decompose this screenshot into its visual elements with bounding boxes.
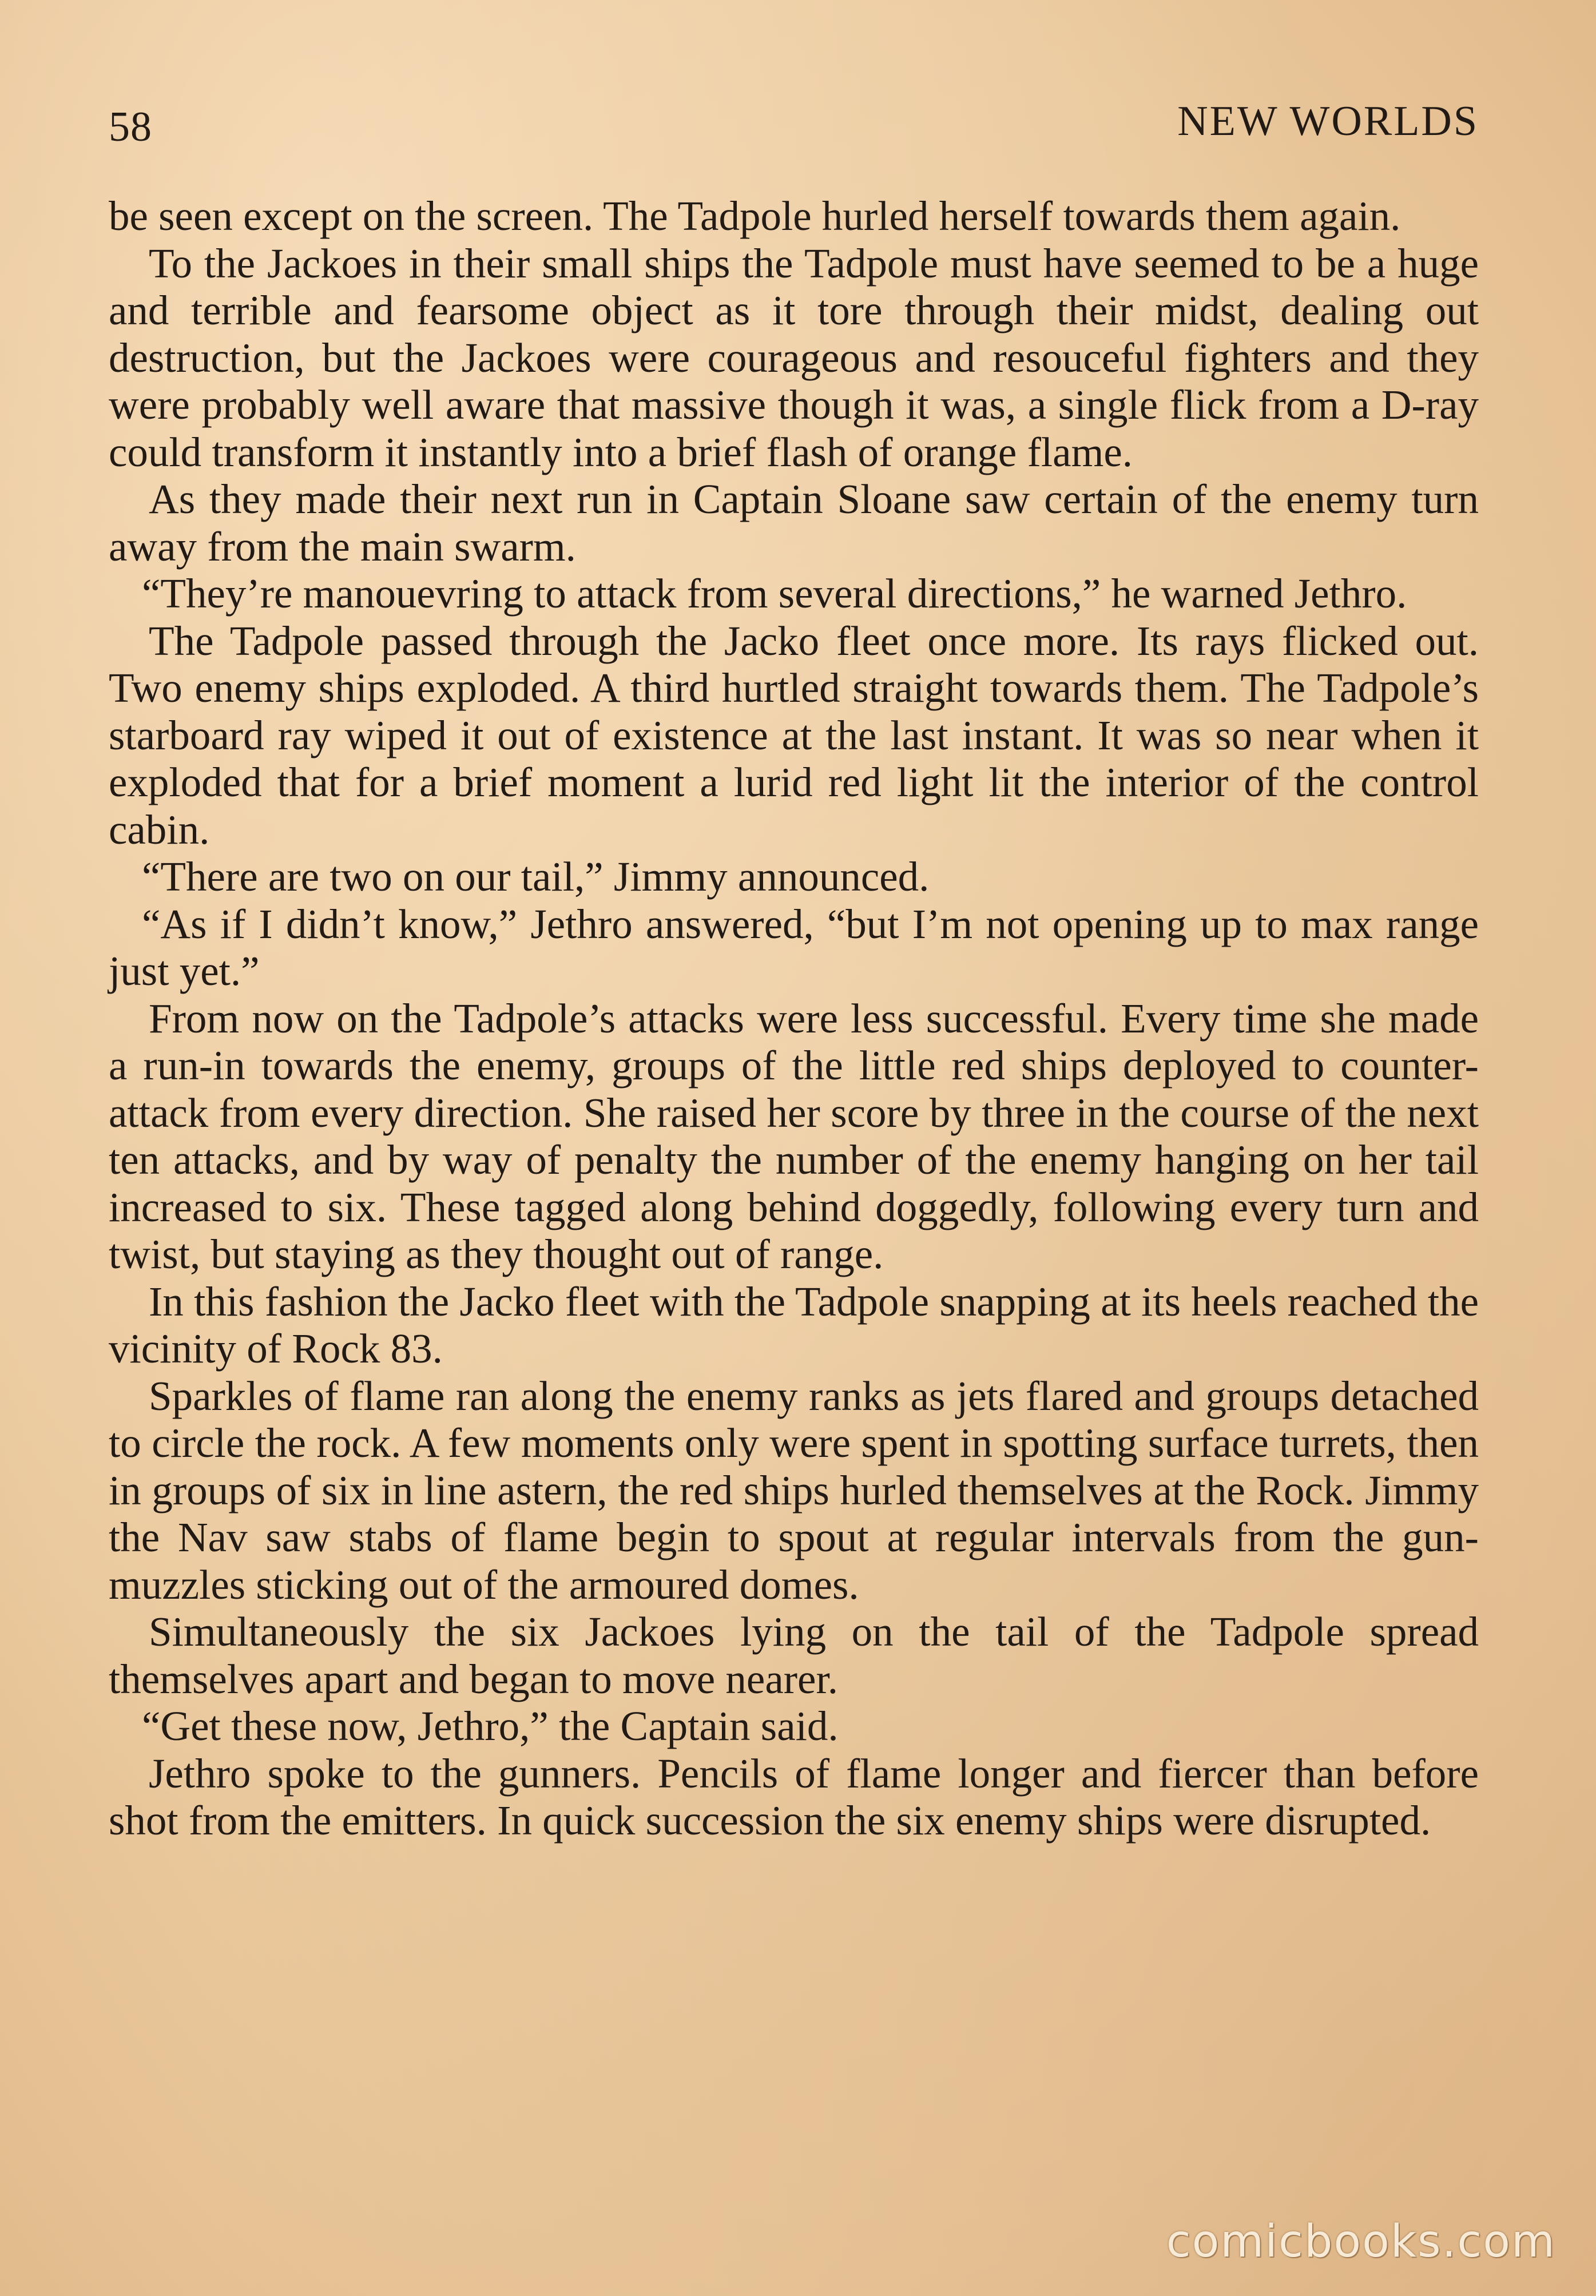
paragraph-2: To the Jackoes in their small ships the Tadpole must have seemed to be a huge and terrible and fearsome object as it tore through their midst, dealing out destruction, but the Jackoes were courageous and resouceful fighters and they were probably well aware that massive though it was, a single flick from a D-ray could transform it instantly into a brief flash of orange flame.	[109, 240, 1479, 475]
paragraph-11: Simultaneously the six Jackoes lying on the tail of the Tadpole spread themselves apart and began to move nearer.	[109, 1608, 1479, 1702]
running-head: NEW WORLDS	[1177, 98, 1479, 145]
page-header	[109, 86, 1479, 154]
body-text	[109, 193, 1479, 1845]
paragraph-6: “There are two on our tail,” Jimmy announced.	[142, 853, 930, 900]
paragraph-8: From now on the Tadpole’s attacks were less successful. Every time she made a run-in towards the enemy, groups of the little red ships deployed to counter-attack from every direction. She raised her score by three in the course of the next ten attacks, and by way of penalty the number of the enemy hanging on her tail increased to six. These tagged along behind doggedly, following every turn and twist, but staying as they thought out of range.	[109, 995, 1479, 1277]
paragraph-13: Jethro spoke to the gunners. Pencils of flame longer and fiercer than before shot from the emitters. In quick succession the six enemy ships were disrupted.	[109, 1750, 1479, 1844]
paragraph-7: “As if I didn’t know,” Jethro answered, “but I’m not opening up to max range just yet.”	[109, 900, 1479, 994]
page-number: 58	[109, 104, 152, 150]
paragraph-10: Sparkles of flame ran along the enemy ranks as jets flared and groups detached to circle the rock. A few moments only were spent in spotting surface turrets, then in groups of six in line astern, the red ships hurled themselves at the Rock. Jimmy the Nav saw stabs of flame begin to spout at regular intervals from the gun-muzzles sticking out of the armoured domes.	[109, 1372, 1479, 1608]
paragraph-12: “Get these now, Jethro,” the Captain said.	[142, 1703, 839, 1749]
paragraph-9: In this fashion the Jacko fleet with the Tadpole snapping at its heels reached the vicinity of Rock 83.	[109, 1278, 1479, 1372]
watermark-logo: comicbooks.com	[1166, 2216, 1556, 2267]
paragraph-5: The Tadpole passed through the Jacko fleet once more. Its rays flicked out. Two enemy ships exploded. A third hurtled straight towards them. The Tadpole’s starboard ray wiped it out of existence at the last instant. It was so near when it exploded that for a brief moment a lurid red light lit the interior of the control cabin.	[109, 617, 1479, 853]
paragraph-3: As they made their next run in Captain Sloane saw certain of the enemy turn away from the main swarm.	[109, 476, 1479, 570]
paragraph-1: be seen except on the screen. The Tadpole hurled herself towards them again.	[109, 193, 1401, 239]
paragraph-4: “They’re manouevring to attack from several directions,” he warned Jethro.	[142, 570, 1407, 617]
